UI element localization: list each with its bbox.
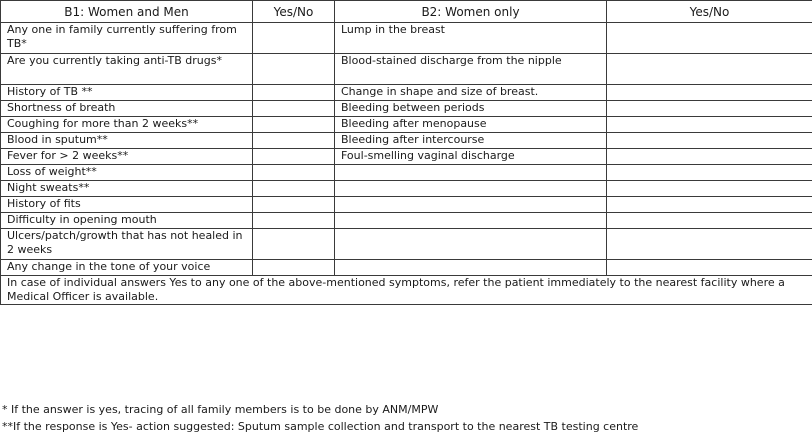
table-row [1,133,812,149]
b2-answer-cell[interactable] [607,197,812,213]
note-row [1,276,812,305]
b2-question: Change in shape and size of breast. [335,85,607,101]
b1-question: Blood in sputum** [1,133,253,149]
b2-question: Foul-smelling vaginal discharge [335,149,607,165]
table-row [1,213,812,229]
table-row [1,229,812,260]
b2-answer-cell[interactable] [607,149,812,165]
b2-question: Lump in the breast [335,23,607,54]
b2-answer-cell[interactable] [607,229,812,260]
b2-answer-cell[interactable] [607,117,812,133]
table-row [1,23,812,54]
b1-question: Coughing for more than 2 weeks** [1,117,253,133]
b2-answer-cell[interactable] [607,101,812,117]
b1-answer-cell[interactable] [253,133,335,149]
table-row [1,117,812,133]
b1-answer-cell[interactable] [253,181,335,197]
b2-answer-cell[interactable] [607,23,812,54]
b2-answer-cell[interactable] [607,85,812,101]
b1-answer-cell[interactable] [253,165,335,181]
b1-question: Difficulty in opening mouth [1,213,253,229]
b1-question: Night sweats** [1,181,253,197]
b1-question: Fever for > 2 weeks** [1,149,253,165]
table-row [1,165,812,181]
b2-answer-cell[interactable] [607,165,812,181]
b1-question: Shortness of breath [1,101,253,117]
header-b1: B1: Women and Men [1,1,253,23]
b1-question: Are you currently taking anti-TB drugs* [1,54,253,85]
b1-question: History of fits [1,197,253,213]
table-row [1,54,812,85]
referral-note: In case of individual answers Yes to any one of the above-mentioned symptoms, refer the patient immediately to the nearest facility where a Medical Officer is available. [1,276,812,305]
b1-answer-cell[interactable] [253,229,335,260]
b2-question: Bleeding after menopause [335,117,607,133]
b1-question: Loss of weight** [1,165,253,181]
header-row [1,1,812,23]
b2-answer-cell[interactable] [607,260,812,276]
b1-answer-cell[interactable] [253,260,335,276]
b2-question [335,229,607,260]
b1-question: History of TB ** [1,85,253,101]
header-b2-yesno: Yes/No [607,1,812,23]
b1-answer-cell[interactable] [253,197,335,213]
table-row [1,260,812,276]
b1-answer-cell[interactable] [253,54,335,85]
header-b2: B2: Women only [335,1,607,23]
b2-question [335,197,607,213]
header-b1-yesno: Yes/No [253,1,335,23]
b1-answer-cell[interactable] [253,85,335,101]
b1-answer-cell[interactable] [253,23,335,54]
b1-answer-cell[interactable] [253,117,335,133]
footnote-single-star: * If the answer is yes, tracing of all family members is to be done by ANM/MPW [2,403,439,416]
table-row [1,181,812,197]
table-row [1,101,812,117]
table-row [1,197,812,213]
b2-answer-cell[interactable] [607,133,812,149]
footnote-double-star: **If the response is Yes- action suggested: Sputum sample collection and transport to the nearest TB testing centre [2,420,639,433]
b2-question [335,181,607,197]
b2-question: Bleeding between periods [335,101,607,117]
b1-answer-cell[interactable] [253,149,335,165]
b1-question: Any change in the tone of your voice [1,260,253,276]
b2-answer-cell[interactable] [607,54,812,85]
b1-question: Any one in family currently suffering from TB* [1,23,253,54]
b2-question: Bleeding after intercourse [335,133,607,149]
b1-answer-cell[interactable] [253,213,335,229]
b2-answer-cell[interactable] [607,181,812,197]
b2-answer-cell[interactable] [607,213,812,229]
table-row [1,85,812,101]
b2-question: Blood-stained discharge from the nipple [335,54,607,85]
b1-question: Ulcers/patch/growth that has not healed in 2 weeks [1,229,253,260]
b2-question [335,165,607,181]
b1-answer-cell[interactable] [253,101,335,117]
b2-question [335,260,607,276]
b2-question [335,213,607,229]
table-row [1,149,812,165]
